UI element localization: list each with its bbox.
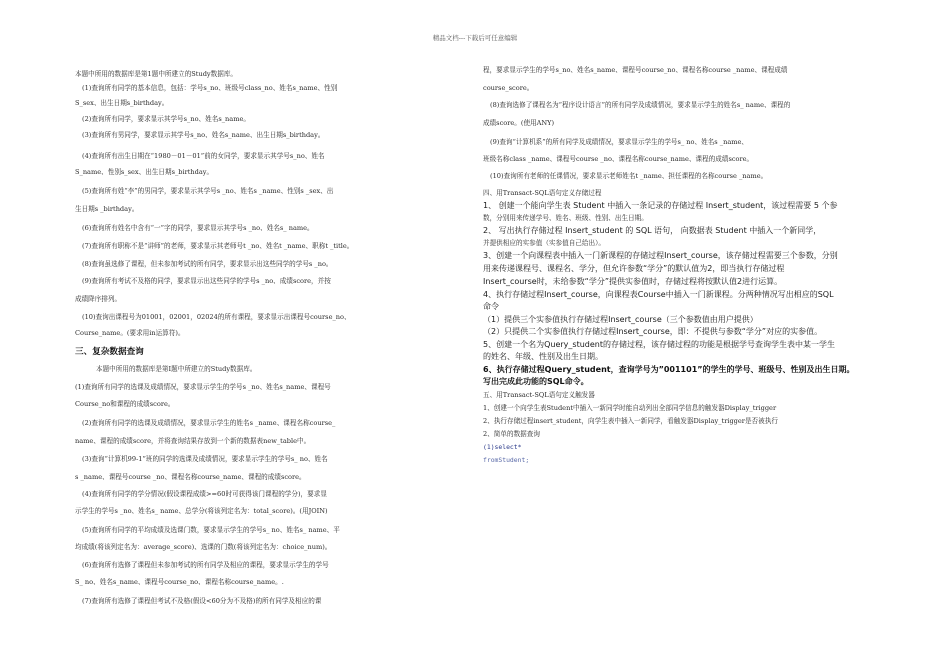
text-line: 并提供相应的实参值（实参值自己给出）。 [483,239,605,247]
text-line: 生日期s _birthday。 [75,205,139,213]
text-line: (6)查询所有姓名中含有“一”字的同学，要求显示其学号s _no、姓名s_ name。 [82,224,314,232]
text-line: 程，要求显示学生的学号s_no、姓名s_name、课程号course_no、课程名称course _name、课程成绩 [483,66,788,74]
text-line: 数，分别用来传递学号、姓名、班级、性别、出生日期。 [483,214,648,222]
text-line: (10)查询所有老师的任课情况，要求显示老师姓名t _name、担任课程的名称course _name。 [490,172,768,180]
text-line: (8)查询选修了课程名为“程序设计语言”的所有同学及成绩情况，要求显示学生的姓名s_ name、课程的 [490,101,791,109]
text-line: (10)查询出课程号为01001，02001，02024的所有课程，要求显示出课程号course_no、 [82,313,351,321]
section-heading: 五、用Transact-SQL语句定义触发器 [483,391,595,399]
text-line: 本题中所用的数据库是第1题中所建立的Study数据库。 [75,70,238,78]
text-line: 1、 创建一个能向学生表 Student 中插入一条记录的存储过程 Insert_student，该过程需要 5 个参 [483,201,838,210]
text-line: 用来传递课程号、课程名、学分，但允许参数“学分”的默认值为2，即当执行存储过程 [483,264,785,273]
text-line: name、课程的成绩score，并将查询结果存放到一个新的数据表new_table中。 [75,437,311,445]
text-line: 的姓名、年级、性别及出生日期。 [483,352,603,361]
text-line: Course_name。(要求用in运算符)。 [75,329,185,337]
text-line: 本题中所用的数据库是第I题中所建立的Study数据库。 [96,365,257,373]
text-line: 2、执行存储过程insert_student，向学生表中插入一新同学，看触发器Display_trigger是否被执行 [483,417,778,425]
text-line: S_name、性别s_sex、出生日期s_birthday。 [75,168,214,176]
text-line: 示学生的学号s _no、姓名s_ name、总学分(将该列定名为：total_score)。(用JOIN) [75,507,328,515]
text-line: (5)查询所有姓“李”的男同学，要求显示其学号s _no、姓名s _name、性别s _sex、出 [82,187,334,195]
text-line: (5)查询所有同学的平均成绩及选课门数，要求显示学生的学号s_ no、姓名s_ name、平 [82,526,340,534]
text-line: (7)查询所有职称不是“讲师”的老师，要求显示其老师号t _no、姓名t _name、职称t _title。 [82,242,354,250]
text-line: 2、简单的数据查询 [483,430,540,438]
text-line: 成绩score。(使用ANY) [483,119,555,127]
code-line: (1)select* [483,443,522,451]
text-line: (8)查询虽选修了课程，但未参加考试的所有同学，要求显示出这些同学的学号s _no。 [82,260,333,268]
text-line: (3)查询“计算机99-1”班的同学的选课及成绩情况，要求显示学生的学号s_ no、姓名 [82,455,328,463]
text-line: (9)查询所有考试不及格的同学，要求显示出这些同学的学号s _no、成绩score，并按 [82,277,331,285]
text-line: (2)查询所有同学，要求显示其学号s_no、姓名s_name。 [82,115,250,123]
text-line: (4)查询所有出生日期在“1980－01－01”前的女同学，要求显示其学号s_no、姓名 [82,152,325,160]
text-line: 2、 写出执行存储过程 Insert_student 的 SQL 语句， 向数据表 Student 中插入一个新同学， [483,226,822,235]
text-line: 1、创建一个向学生表Student中插入一新同学时能自动列出全部同学信息的触发器Display_trigger [483,404,777,412]
text-line: 4、执行存储过程Insert_course，向课程表Course中插入一门新课程。分两种情况写出相应的SQL [483,290,834,299]
text-line: 均成绩(将该列定名为：average_score)、选课的门数(将该列定名为：choice_num)。 [75,543,332,551]
text-line: 成绩降序排列。 [75,295,122,303]
text-line: 3、创建一个向课程表中插入一门新课程的存储过程Insert_course，该存储过程需要三个参数，分别 [483,251,838,260]
text-line: (1)查询所有同学的基本信息，包括：学号s_no、班级号class_no、姓名s_name、性别 [82,84,338,92]
text-line: 命令 [483,302,499,311]
text-line: (2)查询所有同学的选课及成绩情况，要求显示学生的姓名s _name、课程名称course_ [82,419,336,427]
page-header: 精品文档---下载后可任意编辑 [432,34,518,42]
text-line: (6)查询所有选修了课程但未参加考试的所有同学及相应的课程，要求显示学生的学号 [82,561,329,569]
text-line: （1）提供三个实参值执行存储过程Insert_course（三个参数值由用户提供） [483,315,758,324]
text-line: Course_no和课程的成绩score。 [75,400,175,408]
text-line: (9)查询“计算机系”的所有同学及成绩情况，要求显示学生的学号s_ no、姓名s _name、 [490,138,748,146]
section-heading: 三、复杂数据查询 [75,347,144,357]
text-line: S_ no、姓名s_name、课程号course_no、课程名称course_name。. [75,578,284,586]
text-line: (3)查询所有男同学，要求显示其学号s_no、姓名s_name、出生日期s_birthday。 [82,131,325,139]
section-heading: 四、用Transact-SQL语句定义存储过程 [483,189,602,197]
text-line: 班级名称class _name、课程号course _no、课程名称course_name、课程的成绩score。 [483,155,754,163]
text-line: 5、创建一个名为Query_student的存储过程，该存储过程的功能是根据学号查询学生表中某一学生 [483,340,835,349]
text-line: （2）只提供二个实参值执行存储过程Insert_course，即：不提供与参数“学分”对应的实参值。 [483,327,823,336]
text-line: (1)查询所有同学的选课及成绩情况，要求显示学生的学号s _no、姓名s_name、课程号 [75,383,331,391]
text-line: 6、执行存储过程Query_student，查询学号为”001101”的学生的学号、班级号、性别及出生日期。 [483,365,855,374]
text-line: Insert_course时，未给参数“学分”提供实参值时，存储过程将按默认值2进行运算。 [483,277,783,286]
text-line: course_score。 [483,84,534,92]
text-line: 写出完成此功能的SQL命令。 [483,377,589,386]
text-line: s _name、课程号course _no、课程名称course_name、课程的成绩score。 [75,473,306,481]
text-line: (4)查询所有同学的学分情况(假设课程成绩>=60时可获得该门课程的学分)，要求显 [82,490,327,498]
code-line: fromStudent; [483,456,530,464]
text-line: (7)查询所有选修了课程但考试不及格(假设<60分为不及格)的所有同学及相应的课 [82,597,322,605]
text-line: S_sex、出生日期s_birthday。 [75,99,169,107]
